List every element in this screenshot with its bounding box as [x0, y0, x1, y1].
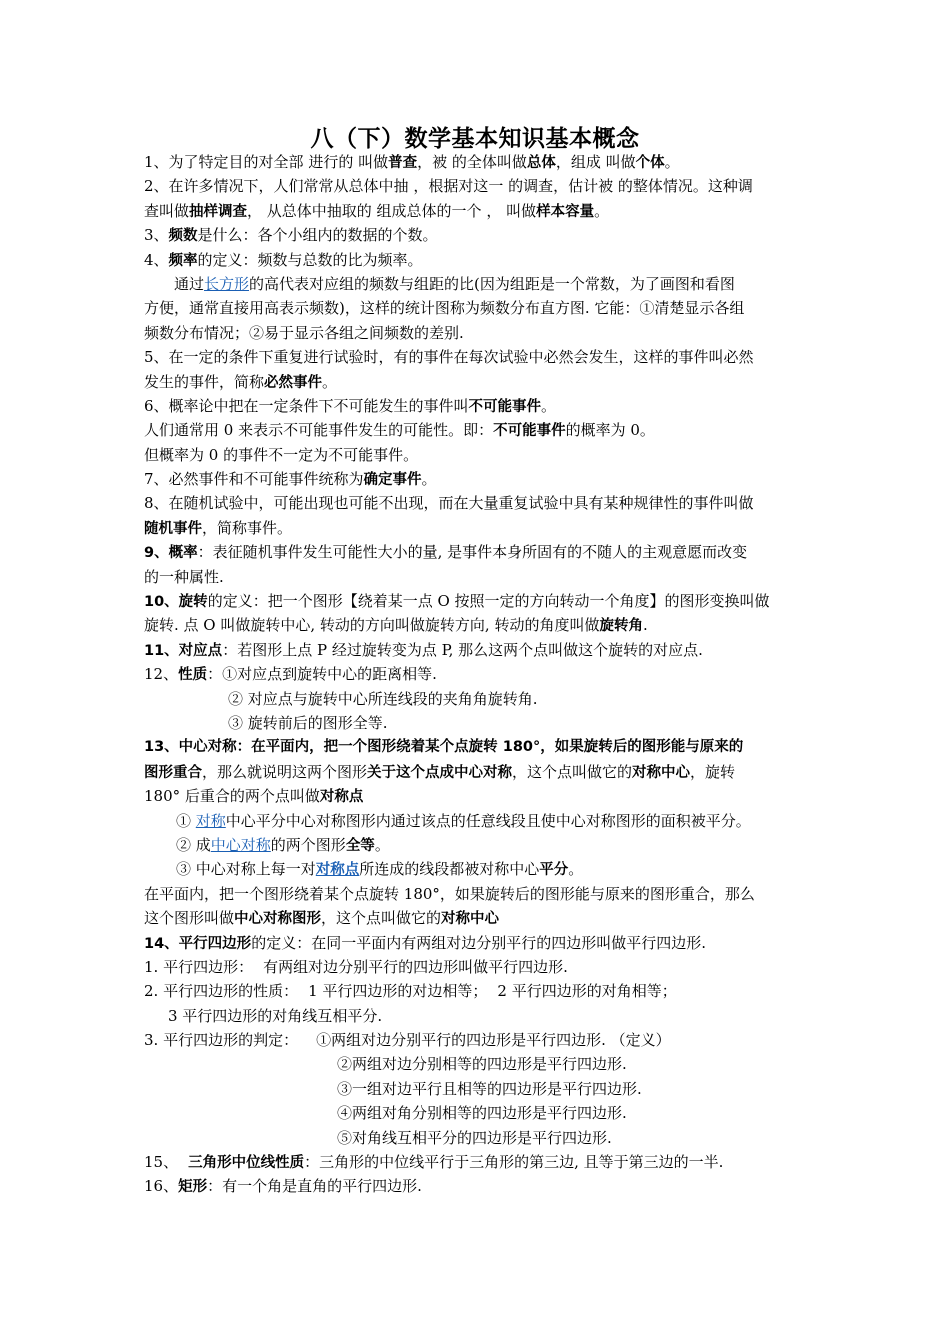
item-15	[144, 1150, 812, 1174]
item-8-line-2	[144, 516, 812, 540]
text: 6、概率论中把在一定条件下不可能发生的事件叫	[144, 396, 469, 415]
center-symmetric-figure-line-2	[144, 906, 812, 930]
item-12-property-3: ③ 旋转前后的图形全等.	[228, 713, 388, 732]
text: 16、	[144, 1177, 179, 1196]
text: 旋转. 点 O 叫做旋转中心, 转动的方向叫做旋转方向, 转动的角度叫做	[144, 616, 600, 635]
item-2-line-1: 2、在许多情况下，人们常常从总体中抽 ，根据对这一 的调查，估计被 的整体情况。这种调	[144, 177, 753, 196]
item-5-line-2	[144, 370, 812, 394]
text: ，这个点叫做它的	[321, 909, 442, 928]
text: 发生的事件，简称	[144, 372, 265, 391]
parallelogram-definition	[144, 955, 812, 979]
text: 的定义：在同一平面内有两组对边分别平行的四边形叫做平行四边形.	[251, 933, 706, 952]
text: ：表征随机事件发生可能性大小的量, 是事件本身所固有的不随人的主观意愿而改变	[197, 543, 748, 562]
item-1	[144, 150, 812, 174]
item-6-note-2: 但概率为 0 的事件不一定为不可能事件。	[144, 445, 419, 464]
item-11	[144, 638, 812, 662]
text: 的两个图形	[270, 835, 346, 854]
text: 1、为了特定目的对全部 进行的 叫做	[144, 153, 389, 171]
rectangle-link[interactable]: 长方形	[204, 274, 250, 293]
text: 查叫做	[144, 201, 190, 220]
bold-term: 必然事件	[264, 374, 323, 391]
item-5-line-1: 5、在一定的条件下重复进行试验时，有的事件在每次试验中必然会发生，这样的事件叫必然	[144, 348, 754, 367]
text: 180° 后重合的两个点叫做	[144, 787, 320, 806]
bold-term: 9、概率	[144, 545, 198, 562]
item-12-property-2: ② 对应点与旋转中心所连线段的夹角角旋转角.	[228, 689, 538, 708]
item-2-line-2	[144, 199, 812, 223]
document-body	[144, 150, 812, 1199]
item-4	[144, 248, 812, 272]
text: 是什么：各个小组内的数据的个数。	[197, 226, 438, 245]
text: ③ 中心对称上每一对	[176, 860, 316, 879]
bold-term: 平分	[539, 862, 569, 879]
histogram-paragraph-line-1	[144, 272, 812, 296]
text: ：有一个角是直角的平行四边形.	[207, 1177, 422, 1196]
text: 有两组对边分别平行的四边形叫做平行四边形.	[263, 957, 568, 976]
bold-term: 随机事件	[144, 520, 202, 537]
parallelogram-criterion-4: ④两组对角分别相等的四边形是平行四边形.	[337, 1104, 627, 1123]
text: 2 平行四边形的对角相等；	[497, 982, 677, 1001]
bold-term: 14、平行四边形	[144, 935, 252, 952]
bold-term: 频数	[168, 228, 198, 245]
histogram-paragraph-line-2: 方便，通常直接用高表示频数)，这样的统计图称为频数分布直方图. 它能：①清楚显示各组	[144, 299, 745, 318]
center-symmetry-property-2	[144, 833, 812, 857]
bold-term: 中心对称图形	[234, 911, 322, 928]
center-symmetry-link[interactable]: 中心对称	[210, 835, 271, 854]
text: ， 从总体中抽取的 组成总体的一个 ， 叫做	[247, 201, 537, 220]
bold-term: 对称点	[319, 789, 364, 806]
text: 的定义：频数与总数的比为频率。	[197, 250, 423, 269]
text: 4、	[144, 250, 169, 269]
text: 。	[664, 153, 680, 171]
item-14	[144, 931, 812, 955]
bold-term: 不可能事件	[468, 398, 542, 415]
bold-term: 普查	[388, 155, 418, 171]
bold-term: 抽样调查	[189, 203, 248, 220]
text: ，那么就说明这两个图形	[202, 762, 368, 781]
text: ：三角形的中位线平行于三角形的第三边, 且等于第三边的一半.	[304, 1153, 724, 1172]
item-12	[144, 662, 812, 686]
parallelogram-criterion-2: ②两组对边分别相等的四边形是平行四边形.	[337, 1055, 627, 1074]
parallelogram-criterion-5: ⑤对角线互相平分的四边形是平行四边形.	[337, 1128, 612, 1147]
text: 通过	[174, 274, 205, 293]
parallelogram-criterion-3: ③一组对边平行且相等的四边形是平行四边形.	[337, 1079, 642, 1098]
parallelogram-properties-cont: 3 平行四边形的对角线互相平分.	[168, 1006, 383, 1025]
text: 。	[568, 860, 584, 879]
center-symmetry-property-3	[144, 857, 812, 881]
text: ，组成 叫做	[555, 153, 636, 171]
text: 的高代表对应组的频数与组距的比(因为组距是一个常数，为了画图和看图	[249, 274, 735, 293]
text: 。	[322, 372, 338, 391]
item-10-line-1	[144, 589, 812, 613]
bold-term: 样本容量	[536, 203, 595, 220]
item-9-line-1	[144, 540, 812, 564]
text: ，旋转	[690, 762, 736, 781]
text: 的定义：把一个图形【绕着某一点 O 按照一定的方向转动一个角度】的图形变换叫做	[207, 592, 770, 611]
bold-term: 10、旋转	[144, 594, 208, 611]
bold-term: 矩形	[178, 1179, 208, 1196]
text: 。	[374, 835, 390, 854]
text: ：①对应点到旋转中心的距离相等.	[207, 665, 437, 684]
item-13-line-3	[144, 784, 812, 808]
text: ：若图形上点 P 经过旋转变为点 P, 那么这两个点叫做这个旋转的对应点.	[222, 640, 703, 659]
histogram-paragraph-line-3: 频数分布情况；②易于显示各组之间频数的差别.	[144, 323, 464, 342]
text: 。	[421, 470, 437, 489]
text: 3、	[144, 226, 169, 245]
text: 。	[594, 201, 610, 220]
bold-term: 性质	[178, 667, 208, 684]
bold-term: 确定事件	[363, 472, 422, 489]
item-13-line-2	[144, 760, 812, 784]
text: 1 平行四边形的对边相等；	[308, 982, 488, 1001]
text: ，简称事件。	[202, 518, 293, 537]
center-symmetric-figure-line-1: 在平面内，把一个图形绕着某个点旋转 180°，如果旋转后的图形能与原来的图形重合，那么	[144, 884, 755, 903]
text: 中心平分中心对称图形内通过该点的任意线段且使中心对称图形的面积被平分。	[225, 811, 751, 830]
item-10-line-2	[144, 613, 812, 637]
bold-term: 图形重合	[144, 764, 202, 781]
bold-term: 旋转角	[599, 618, 643, 635]
text: .	[642, 616, 648, 635]
item-3	[144, 223, 812, 247]
text: 3. 平行四边形的判定：	[144, 1031, 299, 1050]
symmetric-point-link[interactable]: 对称点	[315, 862, 360, 879]
center-symmetry-property-1	[144, 809, 812, 833]
parallelogram-properties	[144, 979, 812, 1003]
text: 2. 平行四边形的性质：	[144, 982, 299, 1001]
item-7	[144, 467, 812, 491]
text: 1. 平行四边形：	[144, 957, 254, 976]
text: ② 成	[176, 835, 211, 854]
text: ，被 的全体叫做	[417, 153, 527, 171]
item-16	[144, 1174, 812, 1198]
item-13-line-1: 13、中心对称：在平面内，把一个图形绕着某个点旋转 180°，如果旋转后的图形能与原来的	[144, 739, 744, 756]
bold-term: 11、对应点	[144, 642, 223, 659]
bold-term: 总体	[526, 155, 556, 171]
bold-term: 关于这个点成中心对称	[367, 764, 513, 781]
page-title: 八（下）数学基本知识基本概念	[310, 126, 640, 152]
text: 这个图形叫做	[144, 909, 235, 928]
bold-term: 不可能事件	[493, 423, 566, 440]
text: 12、	[144, 665, 179, 684]
text: 的概率为 0。	[565, 421, 655, 440]
bold-term: 个体	[635, 155, 665, 171]
bold-term: 三角形中位线性质	[188, 1155, 305, 1172]
item-8-line-1: 8、在随机试验中，可能出现也可能不出现，而在大量重复试验中具有某种规律性的事件叫做	[144, 494, 754, 513]
text: ①	[176, 811, 196, 830]
text: 所连成的线段都被对称中心	[359, 860, 540, 879]
text: 。	[541, 396, 557, 415]
bold-term: 对称中心	[632, 764, 691, 781]
text: ，这个点叫做它的	[512, 762, 633, 781]
item-9-line-2: 的一种属性.	[144, 567, 224, 586]
parallelogram-criteria	[144, 1028, 812, 1052]
item-6	[144, 394, 812, 418]
text: ①两组对边分别平行的四边形是平行四边形. （定义）	[316, 1031, 671, 1050]
symmetry-link[interactable]: 对称	[195, 811, 226, 830]
text: 人们通常用 0 来表示不可能事件发生的可能性。即：	[144, 421, 494, 440]
item-6-note-1	[144, 418, 812, 442]
bold-term: 对称中心	[441, 911, 500, 928]
bold-term: 全等	[345, 837, 375, 854]
bold-term: 频率	[168, 252, 198, 269]
text: 7、必然事件和不可能事件统称为	[144, 470, 364, 489]
text: 15、	[144, 1153, 179, 1172]
